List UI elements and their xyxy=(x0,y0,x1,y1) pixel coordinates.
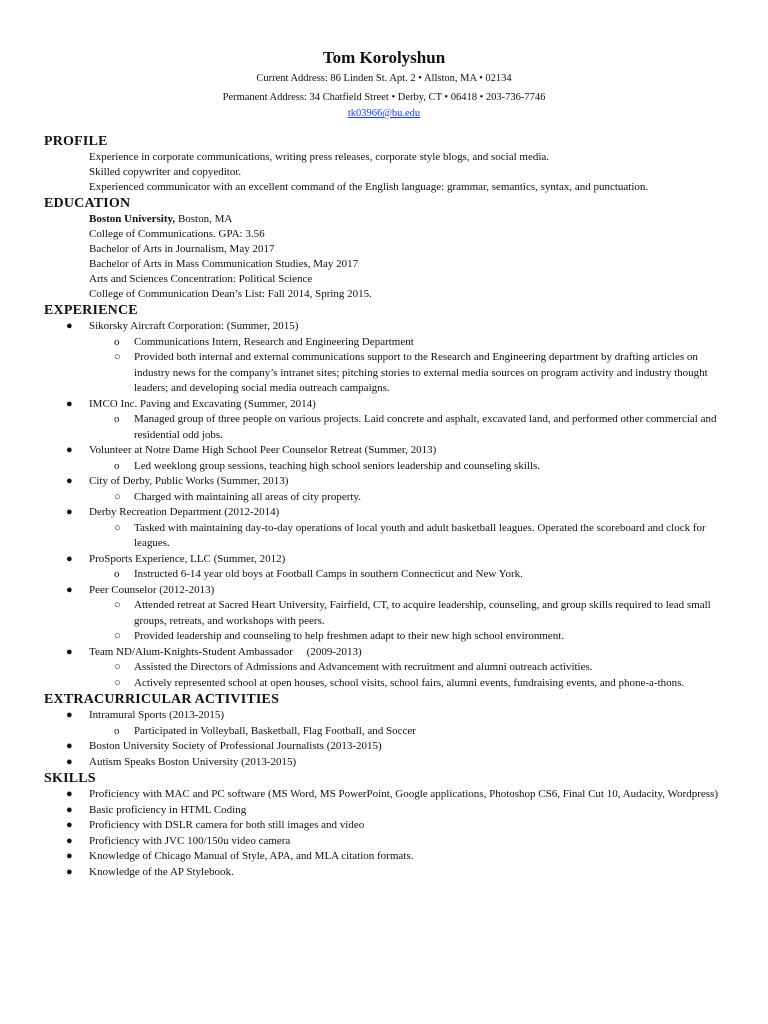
sub-bullet-icon: ○ xyxy=(114,351,121,363)
sub-list-item: o Instructed 6-14 year old boys at Football Camps in southern Connecticut and New York. xyxy=(44,567,734,583)
education-line: College of Communication Dean’s List: Fall 2014, Spring 2015. xyxy=(89,288,372,300)
sub-list-item: ○ Provided leadership and counseling to help freshmen adapt to their new high school environment. xyxy=(44,629,734,645)
list-item: ● ProSports Experience, LLC (Summer, 2012) xyxy=(44,552,734,568)
section-heading-education: EDUCATION xyxy=(44,196,131,211)
sub-list-item: o Managed group of three people on various projects. Laid concrete and asphalt, excavated land, and performed other commercial and residential odd jobs. xyxy=(114,413,717,441)
bullet-icon: ● xyxy=(66,552,73,565)
current-address: Current Address: 86 Linden St. Apt. 2 • Allston, MA • 02134 xyxy=(256,73,512,84)
bullet-icon: ● xyxy=(66,788,73,800)
profile-line: Skilled copywriter and copyeditor. xyxy=(89,166,242,178)
education-line: Bachelor of Arts in Journalism, May 2017 xyxy=(89,243,275,255)
email-link[interactable]: tk03966@bu.edu xyxy=(347,108,421,119)
bullet-icon: ● xyxy=(66,583,73,596)
bullet-icon: ● xyxy=(66,645,73,658)
education-school xyxy=(44,212,734,227)
sub-bullet-icon: o xyxy=(114,459,120,472)
list-item: ● Boston University Society of Professional Journalists (2013-2015) xyxy=(44,739,734,755)
list-item: ● Proficiency with JVC 100/150u video camera xyxy=(44,834,734,850)
list-item: ● Peer Counselor (2012-2013) xyxy=(44,583,734,599)
sub-list-item: ○ Tasked with maintaining day-to-day operations of local youth and adult basketball leagues. Operated the scoreboard and clock for leagues. xyxy=(114,521,706,549)
bullet-icon: ● xyxy=(66,506,73,518)
bullet-icon: ● xyxy=(66,850,73,862)
profile-line: Experience in corporate communications, writing press releases, corporate style blogs, and social media. xyxy=(89,151,550,163)
bullet-icon: ● xyxy=(66,320,73,332)
education-line: Arts and Sciences Concentration: Political Science xyxy=(89,273,313,285)
bullet-icon: ● xyxy=(66,819,73,831)
list-item: ● Volunteer at Notre Dame High School Peer Counselor Retreat (Summer, 2013) xyxy=(44,443,734,459)
bullet-icon: ● xyxy=(66,803,73,816)
list-item: ● Knowledge of the AP Stylebook. xyxy=(44,865,734,881)
section-heading-skills: SKILLS xyxy=(44,771,96,786)
resume-body xyxy=(44,133,734,880)
education-line: Bachelor of Arts in Mass Communication Studies, May 2017 xyxy=(89,258,359,270)
candidate-name: Tom Korolyshun xyxy=(322,48,446,67)
education-line: College of Communications. GPA: 3.56 xyxy=(89,228,265,240)
bullet-icon: ● xyxy=(66,755,73,768)
section-heading-experience: EXPERIENCE xyxy=(44,303,138,318)
sub-list-item: o Led weeklong group sessions, teaching high school seniors leadership and counseling skills. xyxy=(44,459,734,475)
list-item: ● Proficiency with MAC and PC software (MS Word, MS PowerPoint, Google applications, Photoshop CS6, Final Cut 10, Audacity, Wordpress) xyxy=(44,787,734,803)
bullet-icon: ● xyxy=(66,709,73,721)
sub-bullet-icon: ○ xyxy=(114,490,121,503)
bullet-icon: ● xyxy=(66,475,73,487)
list-item: ● Proficiency with DSLR camera for both still images and video xyxy=(44,818,734,834)
sub-bullet-icon: o xyxy=(114,724,120,737)
sub-list-item: ○ Attended retreat at Sacred Heart University, Fairfield, CT, to acquire leadership, counseling, and group skills required to lead small groups, retreats, and workshops with peers. xyxy=(114,599,711,627)
profile-line: Experienced communicator with an excellent command of the English language: grammar, semantics, syntax, and punctuation. xyxy=(89,181,649,193)
list-item: ● Sikorsky Aircraft Corporation: (Summer, 2015) xyxy=(44,319,734,335)
list-item: ● Derby Recreation Department (2012-2014) xyxy=(44,505,734,521)
section-heading-profile: PROFILE xyxy=(44,134,108,149)
sub-list-item: ○ Assisted the Directors of Admissions and Advancement with recruitment and alumni outreach activities. xyxy=(44,660,734,676)
list-item: ● IMCO Inc. Paving and Excavating (Summer, 2014) xyxy=(44,397,734,413)
sub-list-item: o Participated in Volleyball, Basketball, Flag Football, and Soccer xyxy=(44,724,734,740)
sub-bullet-icon: ○ xyxy=(114,599,121,611)
list-item: ● Knowledge of Chicago Manual of Style, APA, and MLA citation formats. xyxy=(44,849,734,865)
list-item: ● Team ND/Alum-Knights-Student Ambassador (2009-2013) xyxy=(44,645,734,661)
school-name: Boston University, xyxy=(89,213,176,225)
sub-list-item: ○ Provided both internal and external communications support to the Research and Engineering department by drafting articles on industry news for the company’s intranet sites; pitching stories to external media sources on program activity and industry thought leaders; and developing social media outreach campaigns. xyxy=(114,351,708,394)
list-item: ● Autism Speaks Boston University (2013-2015) xyxy=(44,755,734,771)
sub-list-item: ○ Charged with maintaining all areas of city property. xyxy=(44,490,734,506)
permanent-address: Permanent Address: 34 Chatfield Street • Derby, CT • 06418 • 203-736-7746 xyxy=(222,92,546,103)
sub-bullet-icon: ○ xyxy=(114,521,121,534)
sub-bullet-icon: ○ xyxy=(114,661,121,673)
school-location: Boston, MA xyxy=(175,213,233,225)
sub-bullet-icon: o xyxy=(114,335,120,348)
sub-list-item: o Communications Intern, Research and Engineering Department xyxy=(44,335,734,351)
bullet-icon: ● xyxy=(66,740,73,752)
list-item: ● Basic proficiency in HTML Coding xyxy=(44,803,734,819)
bullet-icon: ● xyxy=(66,444,73,456)
sub-bullet-icon: ○ xyxy=(114,630,121,642)
sub-bullet-icon: ○ xyxy=(114,676,121,689)
sub-bullet-icon: o xyxy=(114,568,120,580)
list-item: ● Intramural Sports (2013-2015) xyxy=(44,708,734,724)
sub-list-item: ○ Actively represented school at open houses, school visits, school fairs, alumni events, fundraising events, and phone-a-thons. xyxy=(44,676,734,692)
sub-bullet-icon: o xyxy=(114,413,120,425)
bullet-icon: ● xyxy=(66,834,73,847)
section-heading-extracurricular: EXTRACURRICULAR ACTIVITIES xyxy=(44,692,280,707)
bullet-icon: ● xyxy=(66,865,73,878)
bullet-icon: ● xyxy=(66,397,73,410)
list-item: ● City of Derby, Public Works (Summer, 2013) xyxy=(44,474,734,490)
